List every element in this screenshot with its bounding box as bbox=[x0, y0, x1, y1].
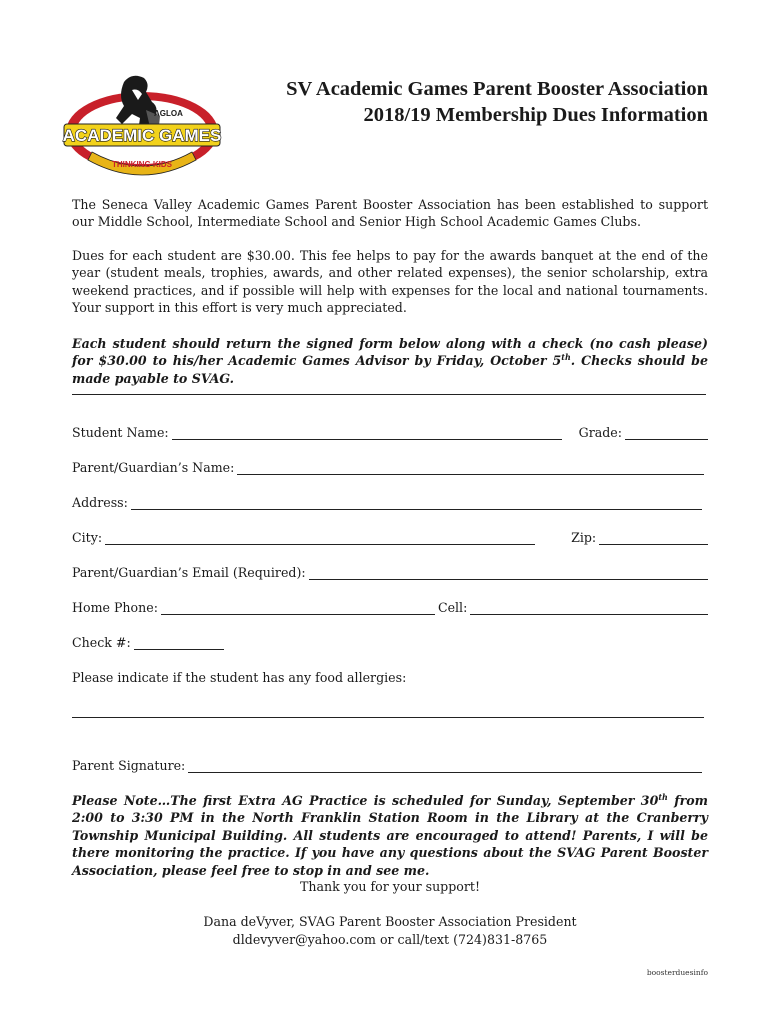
allergies-label: Please indicate if the student has any food allergies: bbox=[72, 670, 407, 685]
grade-label: Grade: bbox=[578, 425, 623, 440]
home-phone-field[interactable] bbox=[161, 601, 435, 615]
logo-bottom-text: THINKING KIDS bbox=[112, 160, 172, 169]
note-text-2: from 2:00 to 3:30 PM in the North Franklin Station Room in the Library at the Cranberry Township Municipal Building. All students are encouraged to attend! Parents, I will be there monitoring the practice. If you have any questions about the SVAG Parent Booster Association, please feel free to stop in and see me. bbox=[72, 793, 709, 878]
home-phone-label: Home Phone: bbox=[72, 600, 158, 615]
city-label: City: bbox=[72, 530, 103, 545]
phone-row bbox=[72, 597, 708, 615]
allergies-row bbox=[72, 667, 708, 685]
cell-field[interactable] bbox=[470, 601, 708, 615]
footer-filename: boosterduesinfo bbox=[646, 968, 708, 977]
title-line-1: SV Academic Games Parent Booster Association bbox=[286, 78, 708, 100]
thank-you-text: Thank you for your support! bbox=[299, 879, 481, 894]
city-zip-row bbox=[72, 527, 708, 545]
instructions-paragraph bbox=[72, 335, 708, 387]
student-name-row bbox=[72, 422, 708, 440]
intro-paragraph: The Seneca Valley Academic Games Parent Booster Association has been established to support our Middle School, Intermediate School and Senior High School Academic Games Clubs. bbox=[72, 197, 708, 230]
address-row bbox=[72, 492, 708, 510]
email-row bbox=[72, 562, 708, 580]
document-title bbox=[230, 76, 708, 128]
signature-field[interactable] bbox=[188, 759, 702, 773]
check-field[interactable] bbox=[134, 636, 224, 650]
dues-paragraph: Dues for each student are $30.00. This fee helps to pay for the awards banquet at the end of the year (student meals, trophies, awards, and other related expenses), the senior scholarship, extra weekend practices, and if possible will help with expenses for the local and national tournaments. Your support in this effort is very much appreciated. bbox=[72, 248, 708, 316]
signature-row bbox=[72, 755, 708, 773]
address-field[interactable] bbox=[131, 496, 702, 510]
note-text-1: Please Note…The first Extra AG Practice is scheduled for Sunday, September 30 bbox=[72, 793, 659, 808]
instructions-text-1: Each student should return the signed form below along with a check (no cash please) for $30.00 to his/her Academic Games Advisor by Friday, October 5 bbox=[72, 336, 708, 369]
title-line-2: 2018/19 Membership Dues Information bbox=[363, 104, 708, 126]
email-field[interactable] bbox=[309, 566, 708, 580]
logo-top-text: AGLOA bbox=[154, 109, 183, 118]
logo-main-text: ACADEMIC GAMES bbox=[62, 126, 222, 145]
note-sup: th bbox=[658, 791, 668, 802]
cell-label: Cell: bbox=[437, 600, 468, 615]
instructions-text-2: . Checks should be made payable to SVAG. bbox=[72, 353, 708, 386]
allergies-field[interactable] bbox=[72, 717, 704, 718]
contact-text: dldevyver@yahoo.com or call/text (724)831-8765 bbox=[232, 932, 548, 947]
check-label: Check #: bbox=[72, 635, 131, 650]
parent-name-field[interactable] bbox=[237, 461, 704, 475]
student-name-label: Student Name: bbox=[72, 425, 169, 440]
practice-note bbox=[72, 792, 708, 879]
email-label: Parent/Guardian’s Email (Required): bbox=[72, 565, 306, 580]
president-text: Dana deVyver, SVAG Parent Booster Association President bbox=[203, 914, 577, 929]
student-name-field[interactable] bbox=[172, 426, 562, 440]
address-label: Address: bbox=[72, 495, 128, 510]
zip-label: Zip: bbox=[571, 530, 597, 545]
parent-name-row bbox=[72, 457, 708, 475]
zip-field[interactable] bbox=[599, 531, 708, 545]
check-row bbox=[72, 632, 708, 650]
grade-field[interactable] bbox=[625, 426, 708, 440]
cut-line bbox=[72, 394, 706, 395]
parent-name-label: Parent/Guardian’s Name: bbox=[72, 460, 235, 475]
city-field[interactable] bbox=[105, 531, 535, 545]
instructions-sup: th bbox=[561, 352, 571, 363]
academic-games-logo bbox=[62, 70, 222, 180]
signature-label: Parent Signature: bbox=[72, 758, 186, 773]
